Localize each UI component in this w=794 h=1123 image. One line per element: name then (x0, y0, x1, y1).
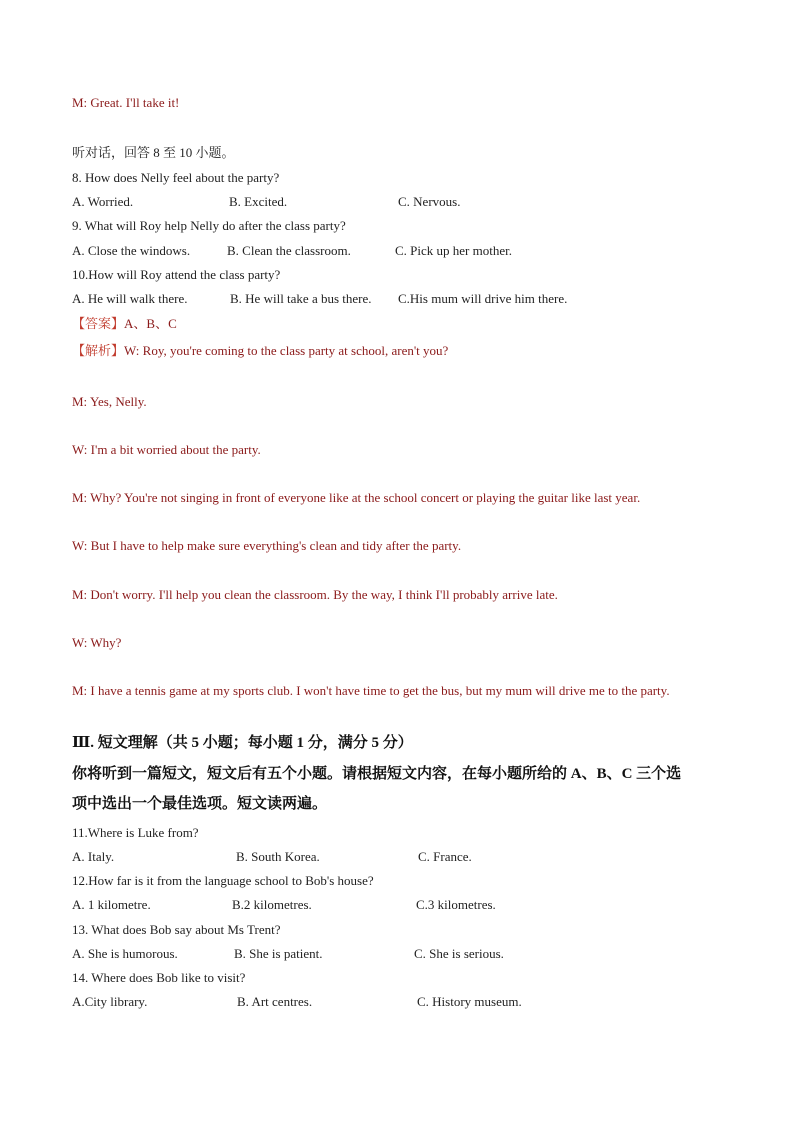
transcript-line: M: Don't worry. I'll help you clean the classroom. By the way, I think I'll probably arrive late. (72, 587, 558, 602)
q8-option-a: A. Worried. (72, 194, 134, 209)
question-10: 10.How will Roy attend the class party? (72, 267, 281, 282)
transcript-line: M: I have a tennis game at my sports club. I won't have time to get the bus, but my mum will drive me to the party. (72, 683, 670, 698)
q10-option-c: C.His mum will drive him there. (398, 291, 568, 306)
question-11: 11.Where is Luke from? (72, 825, 199, 840)
q14-option-b: B. Art centres. (237, 994, 313, 1009)
q13-option-b: B. She is patient. (234, 946, 323, 961)
q13-option-c: C. She is serious. (414, 946, 504, 961)
q8-option-b: B. Excited. (229, 194, 288, 209)
dialog-end-line: M: Great. I'll take it! (72, 95, 180, 110)
instruction-8-10: 听对话，回答 8 至 10 小题。 (72, 145, 235, 160)
section-3-title: Ⅲ. 短文理解（共 5 小题；每小题 1 分，满分 5 分） (72, 735, 413, 751)
transcript-line: W: Why? (72, 635, 122, 650)
q11-option-b: B. South Korea. (236, 849, 320, 864)
answer-label: 【答案】 (72, 316, 125, 331)
analysis-line (72, 343, 448, 359)
q9-option-b: B. Clean the classroom. (227, 243, 351, 258)
question-8: 8. How does Nelly feel about the party? (72, 170, 280, 185)
q13-option-a: A. She is humorous. (72, 946, 178, 961)
q8-option-c: C. Nervous. (398, 194, 461, 209)
q14-option-c: C. History museum. (417, 994, 522, 1009)
section-3-description: 项中选出一个最佳选项。短文读两遍。 (72, 796, 328, 812)
q9-option-c: C. Pick up her mother. (395, 243, 512, 258)
q11-option-a: A. Italy. (72, 849, 115, 864)
question-9: 9. What will Roy help Nelly do after the class party? (72, 218, 346, 233)
question-14: 14. Where does Bob like to visit? (72, 970, 246, 985)
transcript-line: W: But I have to help make sure everything's clean and tidy after the party. (72, 538, 462, 553)
section-3-description: 你将听到一篇短文，短文后有五个小题。请根据短文内容，在每小题所给的 A、B、C 三个选 (72, 766, 682, 782)
q12-option-b: B.2 kilometres. (232, 897, 312, 912)
q9-option-a: A. Close the windows. (72, 243, 191, 258)
answer-line (72, 316, 177, 332)
question-13: 13. What does Bob say about Ms Trent? (72, 922, 281, 937)
q12-option-a: A. 1 kilometre. (72, 897, 151, 912)
q10-option-b: B. He will take a bus there. (230, 291, 372, 306)
q12-option-c: C.3 kilometres. (416, 897, 496, 912)
q10-option-a: A. He will walk there. (72, 291, 188, 306)
answer-value: A、B、C (124, 316, 177, 331)
analysis-first-line: W: Roy, you're coming to the class party at school, aren't you? (124, 343, 449, 358)
q11-option-c: C. France. (418, 849, 472, 864)
transcript-line: W: I'm a bit worried about the party. (72, 442, 261, 457)
transcript-line: M: Why? You're not singing in front of everyone like at the school concert or playing the guitar like last year. (72, 490, 641, 505)
transcript-line: M: Yes, Nelly. (72, 394, 147, 409)
q14-option-a: A.City library. (72, 994, 148, 1009)
analysis-label: 【解析】 (72, 343, 125, 358)
question-12: 12.How far is it from the language school to Bob's house? (72, 873, 374, 888)
